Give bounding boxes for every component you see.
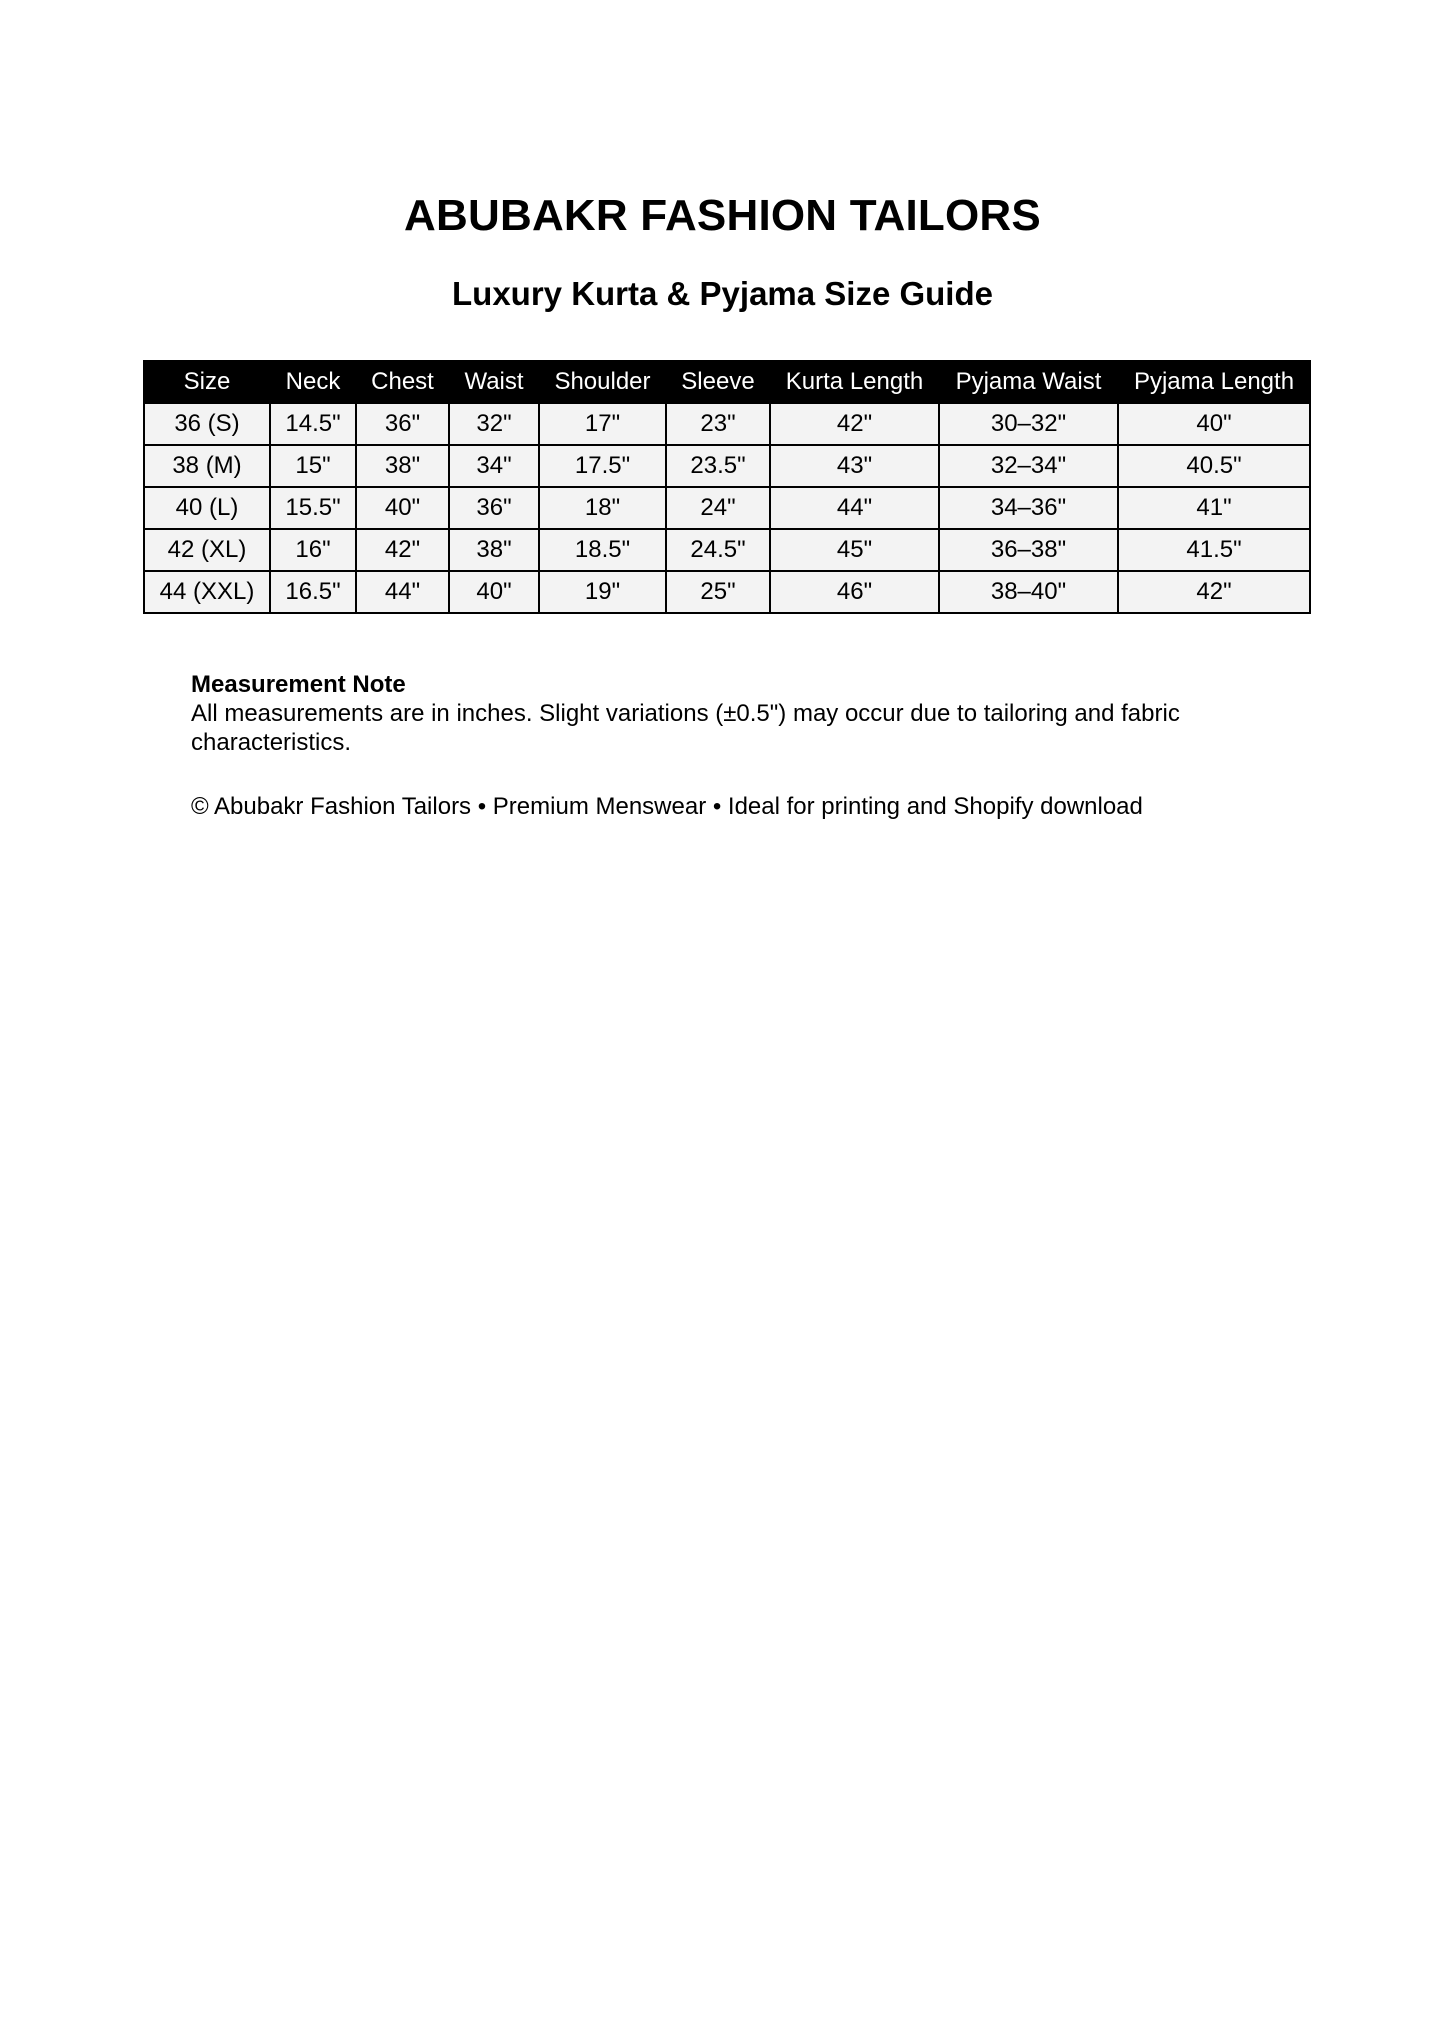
table-cell-neck: 16.5"	[270, 571, 356, 613]
table-cell-shoulder: 17"	[539, 403, 666, 445]
table-cell-pyjama-waist: 34–36"	[939, 487, 1118, 529]
measurement-note-title: Measurement Note	[191, 671, 406, 698]
measurement-note	[191, 670, 1291, 757]
table-cell-neck: 14.5"	[270, 403, 356, 445]
table-cell-sleeve: 23"	[666, 403, 770, 445]
table-row	[144, 445, 1310, 487]
page-subtitle: Luxury Kurta & Pyjama Size Guide	[452, 275, 993, 312]
table-cell-chest: 36"	[356, 403, 449, 445]
table-cell-sleeve: 25"	[666, 571, 770, 613]
table-cell-waist: 34"	[449, 445, 539, 487]
table-cell-size: 42 (XL)	[144, 529, 270, 571]
measurement-note-text: All measurements are in inches. Slight variations (±0.5") may occur due to tailoring and fabric characteristics.	[191, 700, 1180, 756]
table-cell-sleeve: 24.5"	[666, 529, 770, 571]
table-cell-size: 44 (XXL)	[144, 571, 270, 613]
table-cell-shoulder: 18.5"	[539, 529, 666, 571]
table-cell-kurta-length: 45"	[770, 529, 939, 571]
table-row	[144, 571, 1310, 613]
table-row	[144, 487, 1310, 529]
table-cell-waist: 36"	[449, 487, 539, 529]
table-cell-kurta-length: 46"	[770, 571, 939, 613]
column-header-kurta-length: Kurta Length	[770, 361, 939, 403]
table-cell-shoulder: 17.5"	[539, 445, 666, 487]
table-cell-neck: 16"	[270, 529, 356, 571]
table-cell-pyjama-length: 41"	[1118, 487, 1310, 529]
table-cell-waist: 32"	[449, 403, 539, 445]
table-header-row	[144, 361, 1310, 403]
table-cell-waist: 40"	[449, 571, 539, 613]
column-header-neck: Neck	[270, 361, 356, 403]
table-cell-pyjama-waist: 38–40"	[939, 571, 1118, 613]
table-cell-chest: 38"	[356, 445, 449, 487]
table-cell-kurta-length: 44"	[770, 487, 939, 529]
column-header-size: Size	[144, 361, 270, 403]
table-cell-neck: 15.5"	[270, 487, 356, 529]
table-cell-pyjama-waist: 30–32"	[939, 403, 1118, 445]
table-cell-size: 40 (L)	[144, 487, 270, 529]
table-cell-pyjama-length: 40"	[1118, 403, 1310, 445]
table-cell-kurta-length: 43"	[770, 445, 939, 487]
column-header-pyjama-length: Pyjama Length	[1118, 361, 1310, 403]
table-cell-pyjama-waist: 36–38"	[939, 529, 1118, 571]
column-header-shoulder: Shoulder	[539, 361, 666, 403]
table-cell-pyjama-waist: 32–34"	[939, 445, 1118, 487]
table-cell-size: 38 (M)	[144, 445, 270, 487]
table-cell-shoulder: 19"	[539, 571, 666, 613]
page-title: ABUBAKR FASHION TAILORS	[404, 191, 1041, 240]
column-header-pyjama-waist: Pyjama Waist	[939, 361, 1118, 403]
column-header-sleeve: Sleeve	[666, 361, 770, 403]
column-header-waist: Waist	[449, 361, 539, 403]
table-cell-shoulder: 18"	[539, 487, 666, 529]
table-row	[144, 403, 1310, 445]
table-cell-size: 36 (S)	[144, 403, 270, 445]
table-cell-chest: 42"	[356, 529, 449, 571]
column-header-chest: Chest	[356, 361, 449, 403]
table-row	[144, 529, 1310, 571]
table-cell-sleeve: 23.5"	[666, 445, 770, 487]
table-cell-chest: 40"	[356, 487, 449, 529]
table-cell-sleeve: 24"	[666, 487, 770, 529]
table-cell-pyjama-length: 40.5"	[1118, 445, 1310, 487]
table-cell-neck: 15"	[270, 445, 356, 487]
table-cell-pyjama-length: 41.5"	[1118, 529, 1310, 571]
footer-text: © Abubakr Fashion Tailors • Premium Menswear • Ideal for printing and Shopify download	[191, 793, 1143, 820]
table-cell-chest: 44"	[356, 571, 449, 613]
table-cell-waist: 38"	[449, 529, 539, 571]
table-cell-kurta-length: 42"	[770, 403, 939, 445]
table-cell-pyjama-length: 42"	[1118, 571, 1310, 613]
size-table	[143, 360, 1311, 614]
